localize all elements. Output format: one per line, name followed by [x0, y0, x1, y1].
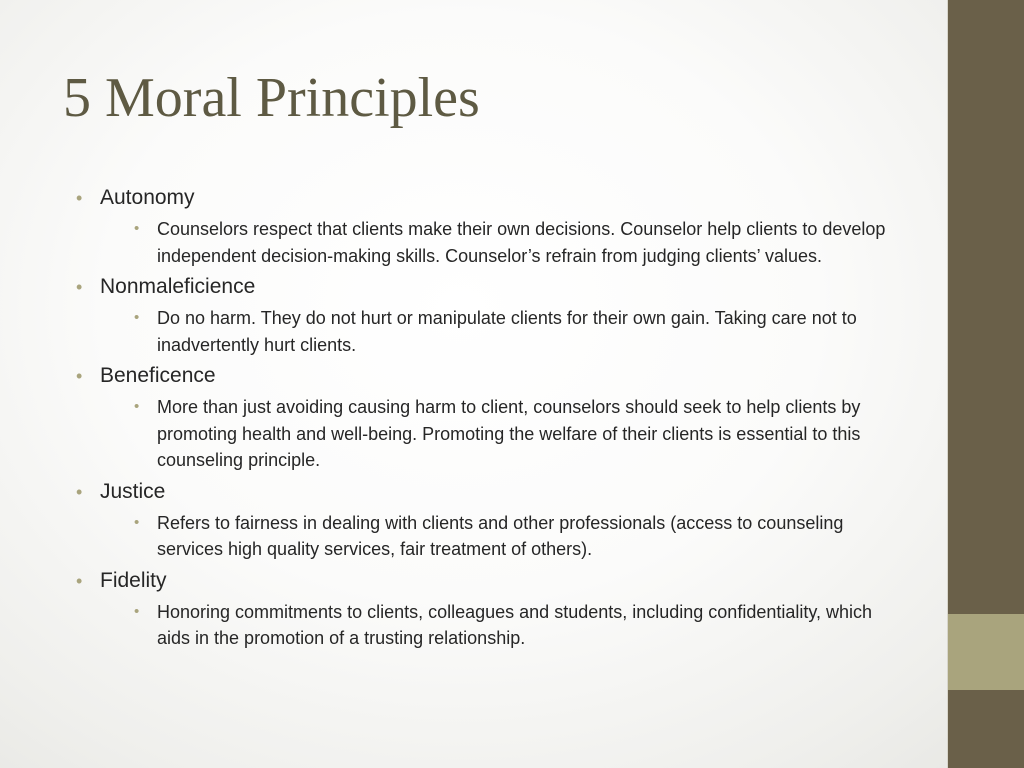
principle-heading: Justice	[100, 479, 166, 503]
principle-heading: Nonmaleficience	[100, 275, 256, 298]
principle-heading: Beneficence	[100, 364, 216, 387]
principle-detail: Refers to fairness in dealing with clients and other professionals (access to counseling services high quality services, fair treatment of others).	[157, 512, 844, 559]
principle-detail: Honoring commitments to clients, colleagues and students, including confidentiality, which aids in the promotion of a trusting relationship.	[157, 601, 873, 648]
bullet-icon: •	[76, 570, 83, 591]
bullet-icon: •	[76, 277, 83, 297]
bullet-icon: •	[76, 481, 83, 502]
principle-beneficence	[76, 362, 906, 474]
principle-nonmaleficience	[76, 273, 906, 358]
principle-heading: Fidelity	[100, 568, 167, 592]
bullet-icon: •	[76, 366, 83, 386]
principles-list	[76, 184, 906, 656]
side-bar-accent-block	[948, 614, 1024, 690]
bullet-icon: •	[134, 602, 140, 620]
principle-justice	[76, 478, 906, 563]
principle-autonomy	[76, 184, 906, 269]
principle-detail: Counselors respect that clients make their own decisions. Counselor help clients to develop independent decision-making skills. Counselor’s refrain from judging clients’ values.	[157, 219, 886, 266]
principle-detail-item	[134, 216, 906, 269]
principle-detail-item	[134, 510, 906, 563]
bullet-icon: •	[134, 398, 140, 415]
bullet-icon: •	[134, 309, 140, 326]
principle-heading: Autonomy	[100, 186, 195, 209]
bullet-icon: •	[134, 513, 140, 531]
principle-detail: More than just avoiding causing harm to client, counselors should seek to help clients by promoting health and well-being. Promoting the welfare of their clients is essential to this counseling principle.	[157, 397, 861, 470]
principle-detail-item	[134, 394, 906, 474]
principle-fidelity	[76, 567, 906, 652]
principle-detail-item	[134, 599, 906, 652]
principle-detail: Do no harm. They do not hurt or manipulate clients for their own gain. Taking care not to inadvertently hurt clients.	[157, 308, 857, 355]
slide-title: 5 Moral Principles	[63, 67, 480, 129]
bullet-icon: •	[76, 188, 83, 208]
principle-detail-item	[134, 305, 906, 358]
bullet-icon: •	[134, 220, 140, 237]
